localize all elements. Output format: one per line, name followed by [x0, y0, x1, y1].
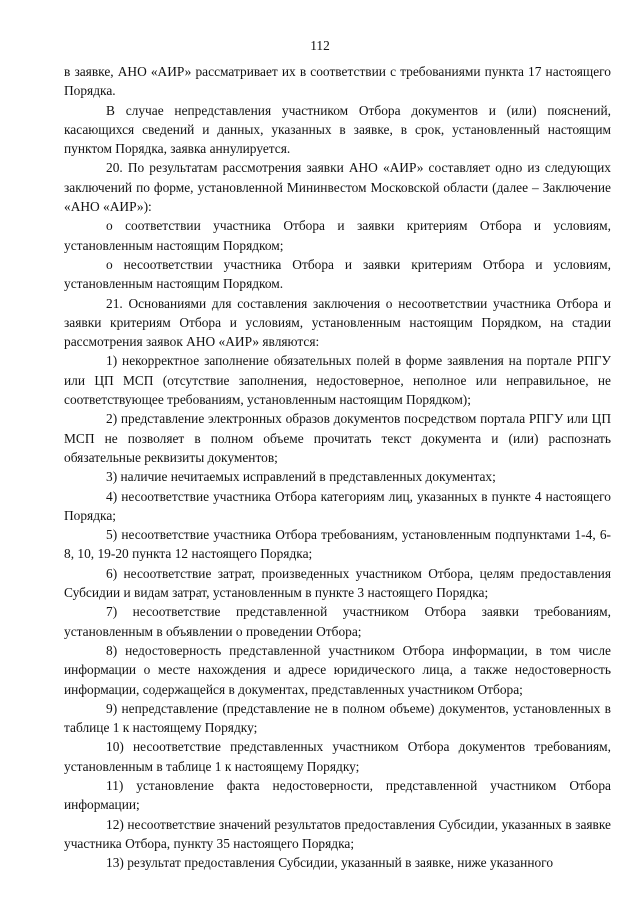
paragraph: о несоответствии участника Отбора и заявки критериям Отбора и условиям, установленным настоящим Порядком.	[64, 256, 611, 292]
list-item-1: 1) некорректное заполнение обязательных полей в форме заявления на портале РПГУ или ЦП МСП (отсутствие заполнения, недостоверное, неполное или неправильное, не соответствующее требованиям, установленным настоящим Порядком);	[64, 353, 611, 408]
list-item-12: 12) несоответствие значений результатов предоставления Субсидии, указанных в заявке участника Отбора, пункту 35 настоящего Порядка;	[64, 816, 611, 851]
page-number: 112	[310, 38, 330, 53]
list-item-7: 7) несоответствие представленной участником Отбора заявки требованиям, установленным в объявлении о проведении Отбора;	[64, 604, 611, 639]
paragraph-continuation: в заявке, АНО «АИР» рассматривает их в соответствии с требованиями пункта 17 настоящего Порядка.	[64, 64, 611, 99]
paragraph-item-20: 20. По результатам рассмотрения заявки АНО «АИР» составляет одно из следующих заключений по форме, установленной Мининвестом Московской области (далее – Заключение «АНО «АИР»):	[64, 160, 611, 215]
list-item-8: 8) недостоверность представленной участником Отбора информации, в том числе информации о месте нахождения и адресе юридического лица, а также недостоверность информации, содержащейся в документах, представленных участником Отбора;	[64, 642, 611, 697]
list-item-6: 6) несоответствие затрат, произведенных участником Отбора, целям предоставления Субсидии и видам затрат, установленным в пункте 3 настоящего Порядка;	[64, 565, 611, 601]
paragraph-item-21: 21. Основаниями для составления заключения о несоответствии участника Отбора и заявки критериям Отбора и условиям, установленным настоящим Порядком, на стадии рассмотрения заявок АНО «АИР» являются:	[64, 295, 611, 350]
document-body	[64, 62, 611, 872]
list-item-10: 10) несоответствие представленных участником Отбора документов требованиям, установленным в таблице 1 к настоящему Порядку;	[64, 739, 611, 774]
list-item-9: 9) непредставление (представление не в полном объеме) документов, установленных в таблице 1 к настоящему Порядку;	[64, 700, 611, 736]
paragraph: о соответствии участника Отбора и заявки критериям Отбора и условиям, установленным настоящим Порядком;	[64, 218, 611, 253]
list-item-2: 2) представление электронных образов документов посредством портала РПГУ или ЦП МСП не позволяет в полном объеме прочитать текст документа и (или) распознать обязательные реквизиты документов;	[64, 411, 611, 465]
list-item-4: 4) несоответствие участника Отбора категориям лиц, указанных в пункте 4 настоящего Порядка;	[64, 488, 611, 523]
list-item-11: 11) установление факта недостоверности, представленной участником Отбора информации;	[64, 777, 611, 813]
list-item-3: 3) наличие нечитаемых исправлений в представленных документах;	[106, 469, 496, 485]
list-item-5: 5) несоответствие участника Отбора требованиям, установленным подпунктами 1-4, 6-8, 10, 19-20 пункта 12 настоящего Порядка;	[64, 527, 611, 562]
list-item-13: 13) результат предоставления Субсидии, указанный в заявке, ниже указанного	[106, 855, 554, 871]
paragraph: В случае непредставления участником Отбора документов и (или) пояснений, касающихся сведений и данных, указанных в заявке, в срок, установленный настоящим пунктом Порядка, заявка аннулируется.	[64, 102, 611, 157]
